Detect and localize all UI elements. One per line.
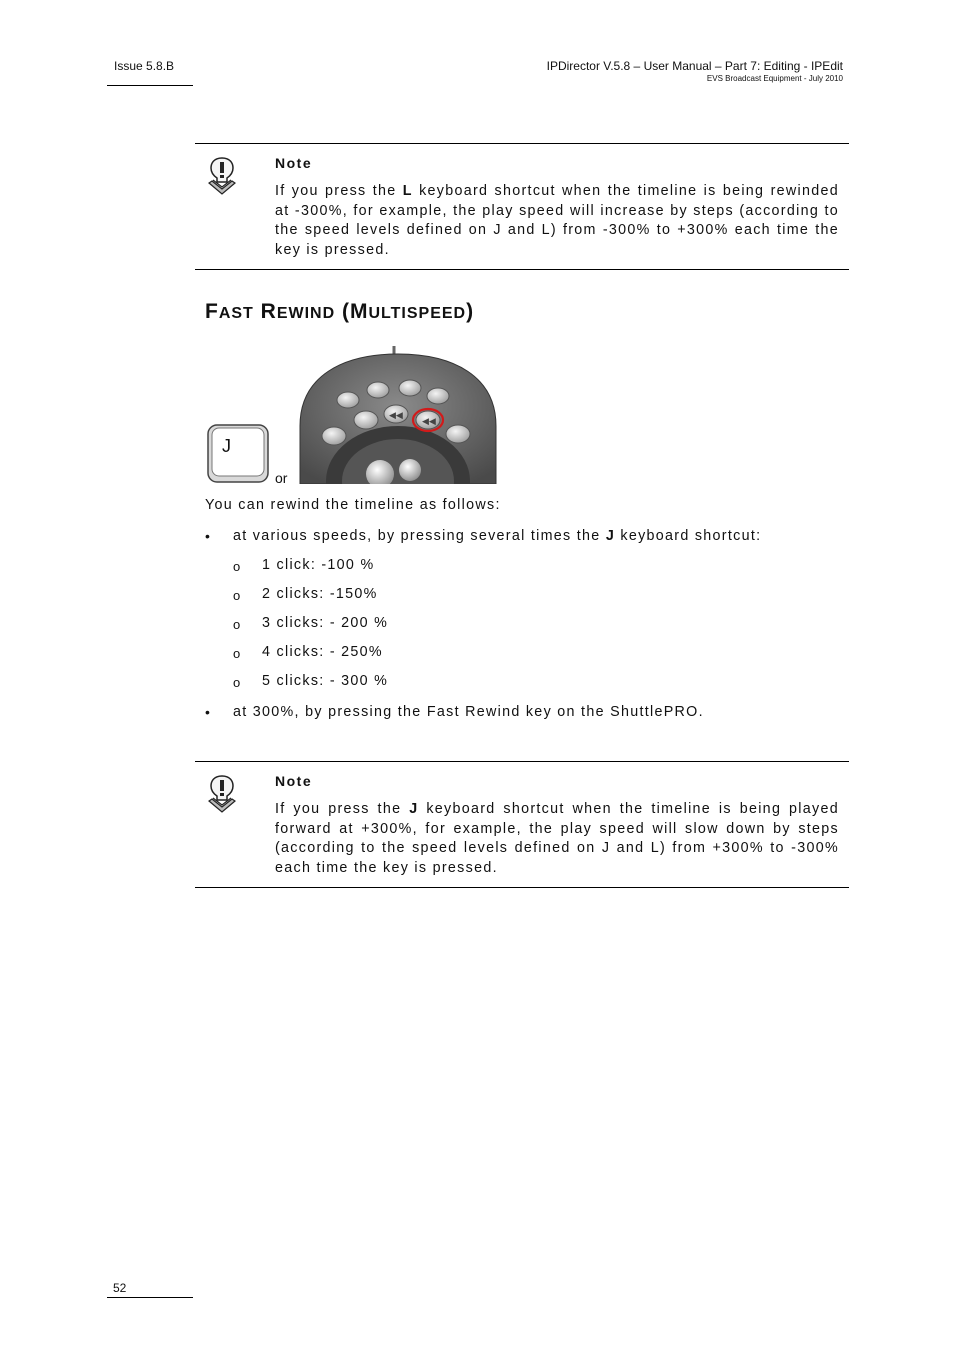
note-key: J xyxy=(409,801,419,817)
intro-paragraph: You can rewind the timeline as follows: xyxy=(205,497,501,513)
sub-bullet: o xyxy=(233,675,241,690)
shuttlepro-device xyxy=(298,346,498,484)
header-issue: Issue 5.8.B xyxy=(114,59,175,73)
bullet-dot: • xyxy=(205,704,210,720)
bullet-dot: • xyxy=(205,528,210,544)
svg-text:◀◀: ◀◀ xyxy=(422,417,436,427)
footer-divider xyxy=(107,1297,193,1298)
list-item: 2 clicks: -150% xyxy=(262,586,378,602)
header-divider xyxy=(107,85,193,86)
header-subtitle: EVS Broadcast Equipment - July 2010 xyxy=(706,74,843,83)
list-item: 1 click: -100 % xyxy=(262,557,375,573)
or-label: or xyxy=(275,470,288,486)
header-right xyxy=(547,59,843,84)
sub-bullet: o xyxy=(233,588,241,603)
note-title: Note xyxy=(275,155,313,171)
note-exclamation-icon xyxy=(205,156,239,196)
section-heading: FAST REWIND (MULTISPEED) xyxy=(205,300,475,323)
j-key-icon xyxy=(207,424,269,483)
note-key: L xyxy=(402,183,413,199)
bullet-item-1: at various speeds, by pressing several times the J keyboard shortcut: xyxy=(233,528,762,544)
page-number: 52 xyxy=(113,1281,127,1295)
svg-text:◀◀: ◀◀ xyxy=(389,411,403,421)
note-box-1 xyxy=(195,143,849,270)
sub-bullet: o xyxy=(233,617,241,632)
list-item: 3 clicks: - 200 % xyxy=(262,615,389,631)
sub-bullet: o xyxy=(233,559,241,574)
note-body: If you press the J keyboard shortcut when the timeline is being played forward at +300%, for example, the play speed will slow down by steps (according to the speed levels defined on J and L) from +300% to -300% each time the key is pressed. xyxy=(275,801,839,876)
bullet-item-2: at 300%, by pressing the Fast Rewind key on the ShuttlePRO. xyxy=(233,704,704,720)
list-item: 5 clicks: - 300 % xyxy=(262,673,389,689)
note-exclamation-icon xyxy=(205,774,239,814)
note-body: If you press the L keyboard shortcut when the timeline is being rewinded at -300%, for example, the play speed will increase by steps (according to the speed levels defined on J and L) from -300% to +300% each time the key is pressed. xyxy=(275,183,839,258)
list-item: 4 clicks: - 250% xyxy=(262,644,383,660)
note-box-2 xyxy=(195,761,849,888)
header-title: IPDirector V.5.8 – User Manual – Part 7: Editing - IPEdit xyxy=(546,59,843,73)
j-key-label: J xyxy=(222,436,231,456)
note-title: Note xyxy=(275,773,313,789)
sub-bullet: o xyxy=(233,646,241,661)
